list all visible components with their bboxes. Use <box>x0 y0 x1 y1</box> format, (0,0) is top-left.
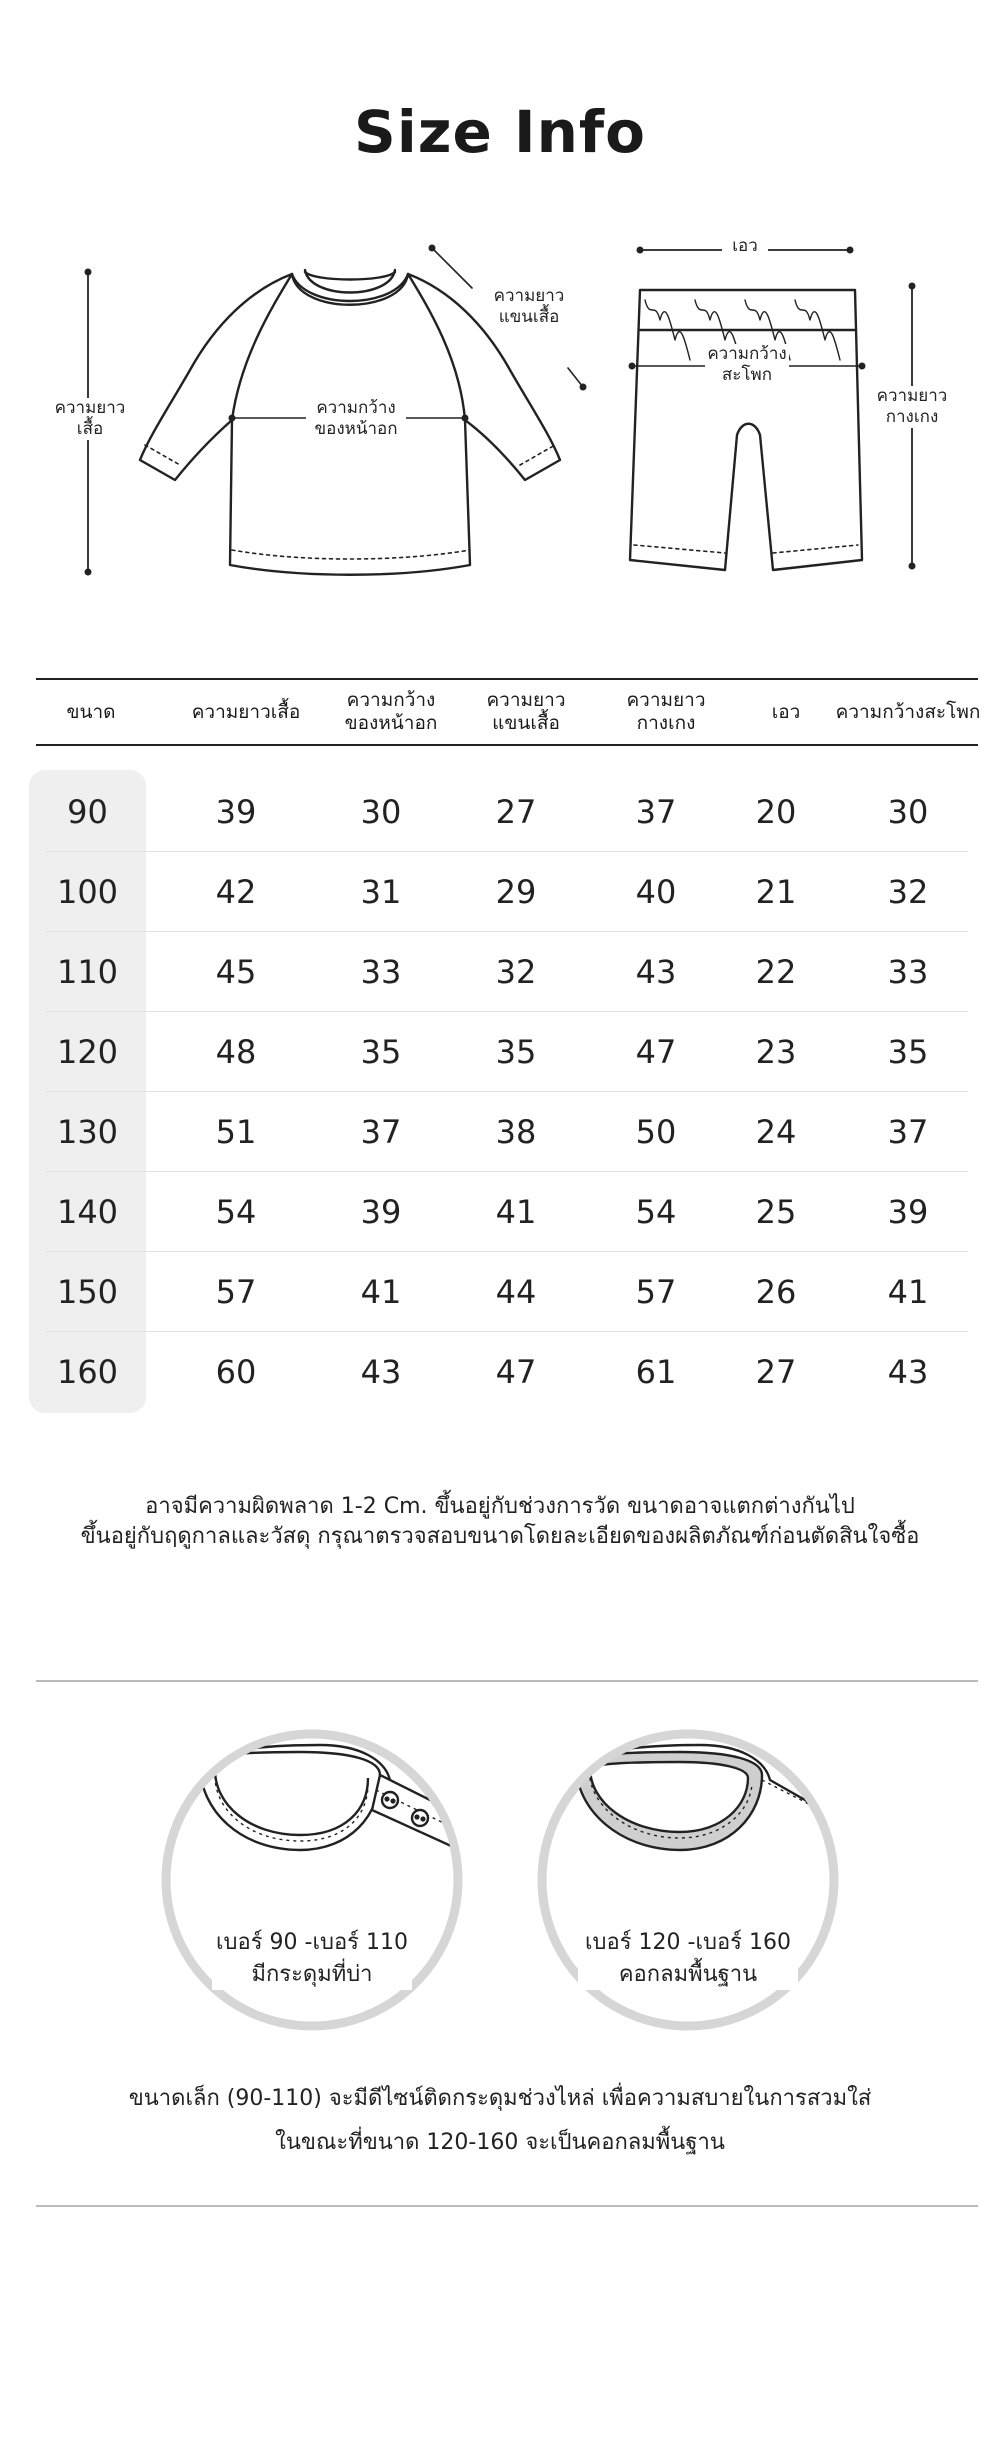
header-hip-width: ความกว้างสะโพก <box>835 700 981 723</box>
measurement-cell: 32 <box>495 953 537 991</box>
size-diagram <box>0 220 1000 590</box>
measurement-cell: 23 <box>755 1033 797 1071</box>
measurement-cell: 30 <box>887 793 929 831</box>
measurement-cell: 25 <box>755 1193 797 1231</box>
measurement-cell: 45 <box>215 953 257 991</box>
size-cell: 110 <box>56 953 119 991</box>
neck-type-1-size: เบอร์ 90 -เบอร์ 110 <box>212 1928 412 1958</box>
measurement-cell: 41 <box>495 1193 537 1231</box>
table-row <box>36 1172 968 1252</box>
measurement-cell: 42 <box>215 873 257 911</box>
measurement-cell: 60 <box>215 1353 257 1391</box>
measurement-cell: 47 <box>495 1353 537 1391</box>
header-sleeve-length: ความยาว แขนเสื้อ <box>486 689 566 734</box>
measurement-cell: 41 <box>887 1273 929 1311</box>
neck-type-2-desc: คอกลมพื้นฐาน <box>578 1960 798 1990</box>
size-cell: 100 <box>56 873 119 911</box>
measurement-cell: 41 <box>360 1273 402 1311</box>
size-cell: 150 <box>56 1273 119 1311</box>
measurement-cell: 50 <box>635 1113 677 1151</box>
divider <box>36 1680 978 1682</box>
measurement-cell: 39 <box>360 1193 402 1231</box>
page-title: Size Info <box>354 98 646 166</box>
measurement-cell: 38 <box>495 1113 537 1151</box>
measurement-note-line-2: ขึ้นอยู่กับฤดูกาลและวัสดุ กรุณาตรวจสอบขนาดโดยละเอียดของผลิตภัณฑ์ก่อนตัดสินใจซื้อ <box>80 1524 920 1549</box>
hip-width-label: ความกว้าง สะโพก <box>705 344 789 386</box>
measurement-cell: 24 <box>755 1113 797 1151</box>
measurement-cell: 26 <box>755 1273 797 1311</box>
measurement-cell: 37 <box>360 1113 402 1151</box>
measurement-cell: 48 <box>215 1033 257 1071</box>
measurement-cell: 27 <box>755 1353 797 1391</box>
measurement-cell: 43 <box>635 953 677 991</box>
measurement-cell: 40 <box>635 873 677 911</box>
measurement-cell: 20 <box>755 793 797 831</box>
size-cell: 130 <box>56 1113 119 1151</box>
header-pants-length: ความยาว กางเกง <box>626 689 706 734</box>
size-cell: 160 <box>56 1353 119 1391</box>
measurement-cell: 35 <box>887 1033 929 1071</box>
measurement-cell: 57 <box>215 1273 257 1311</box>
measurement-cell: 31 <box>360 873 402 911</box>
measurement-cell: 33 <box>887 953 929 991</box>
shirt-length-label: ความยาว เสื้อ <box>50 398 130 440</box>
measurement-note-line-1: อาจมีความผิดพลาด 1-2 Cm. ขึ้นอยู่กับช่วงการวัด ขนาดอาจแตกต่างกันไป <box>145 1494 855 1519</box>
table-row <box>36 1012 968 1092</box>
measurement-cell: 54 <box>635 1193 677 1231</box>
measurement-cell: 22 <box>755 953 797 991</box>
pants-length-label: ความยาว กางเกง <box>874 386 950 428</box>
pants-outline-icon <box>630 290 862 570</box>
measurement-cell: 29 <box>495 873 537 911</box>
table-row <box>36 1092 968 1172</box>
measurement-cell: 35 <box>495 1033 537 1071</box>
table-row <box>36 1332 968 1412</box>
header-size: ขนาด <box>66 700 116 723</box>
measurement-cell: 39 <box>887 1193 929 1231</box>
size-cell: 90 <box>67 793 108 831</box>
table-header <box>36 678 981 746</box>
waist-label: เอว <box>722 236 768 257</box>
footer-note-line-2: ในขณะที่ขนาด 120-160 จะเป็นคอกลมพื้นฐาน <box>275 2130 725 2155</box>
table-row <box>36 852 968 932</box>
measurement-cell: 47 <box>635 1033 677 1071</box>
measurement-cell: 51 <box>215 1113 257 1151</box>
table-row <box>36 772 968 852</box>
neck-type-1-desc: มีกระดุมที่บ่า <box>212 1960 412 1990</box>
footer-note-line-1: ขนาดเล็ก (90-110) จะมีดีไซน์ติดกระดุมช่วงไหล่ เพื่อความสบายในการสวมใส่ <box>128 2086 872 2111</box>
header-chest-width: ความกว้าง ของหน้าอก <box>344 689 438 734</box>
neck-types-illustration <box>0 1720 1000 2050</box>
measurement-cell: 37 <box>635 793 677 831</box>
measurement-cell: 43 <box>887 1353 929 1391</box>
table-row <box>36 932 968 1012</box>
header-waist: เอว <box>771 700 801 723</box>
measurement-cell: 37 <box>887 1113 929 1151</box>
divider <box>36 2205 978 2207</box>
measurement-cell: 43 <box>360 1353 402 1391</box>
measurement-cell: 39 <box>215 793 257 831</box>
table-row <box>36 1252 968 1332</box>
size-cell: 120 <box>56 1033 119 1071</box>
measurement-cell: 57 <box>635 1273 677 1311</box>
measurement-cell: 54 <box>215 1193 257 1231</box>
size-cell: 140 <box>56 1193 119 1231</box>
chest-width-label: ความกว้าง ของหน้าอก <box>306 398 406 440</box>
measurement-cell: 32 <box>887 873 929 911</box>
measurement-cell: 27 <box>495 793 537 831</box>
measurement-cell: 21 <box>755 873 797 911</box>
sleeve-length-label: ความยาว แขนเสื้อ <box>486 286 572 328</box>
measurement-cell: 33 <box>360 953 402 991</box>
measurement-cell: 35 <box>360 1033 402 1071</box>
measurement-cell: 44 <box>495 1273 537 1311</box>
measurement-cell: 61 <box>635 1353 677 1391</box>
neck-type-2-size: เบอร์ 120 -เบอร์ 160 <box>578 1928 798 1958</box>
header-shirt-length: ความยาวเสื้อ <box>191 700 301 723</box>
measurement-cell: 30 <box>360 793 402 831</box>
